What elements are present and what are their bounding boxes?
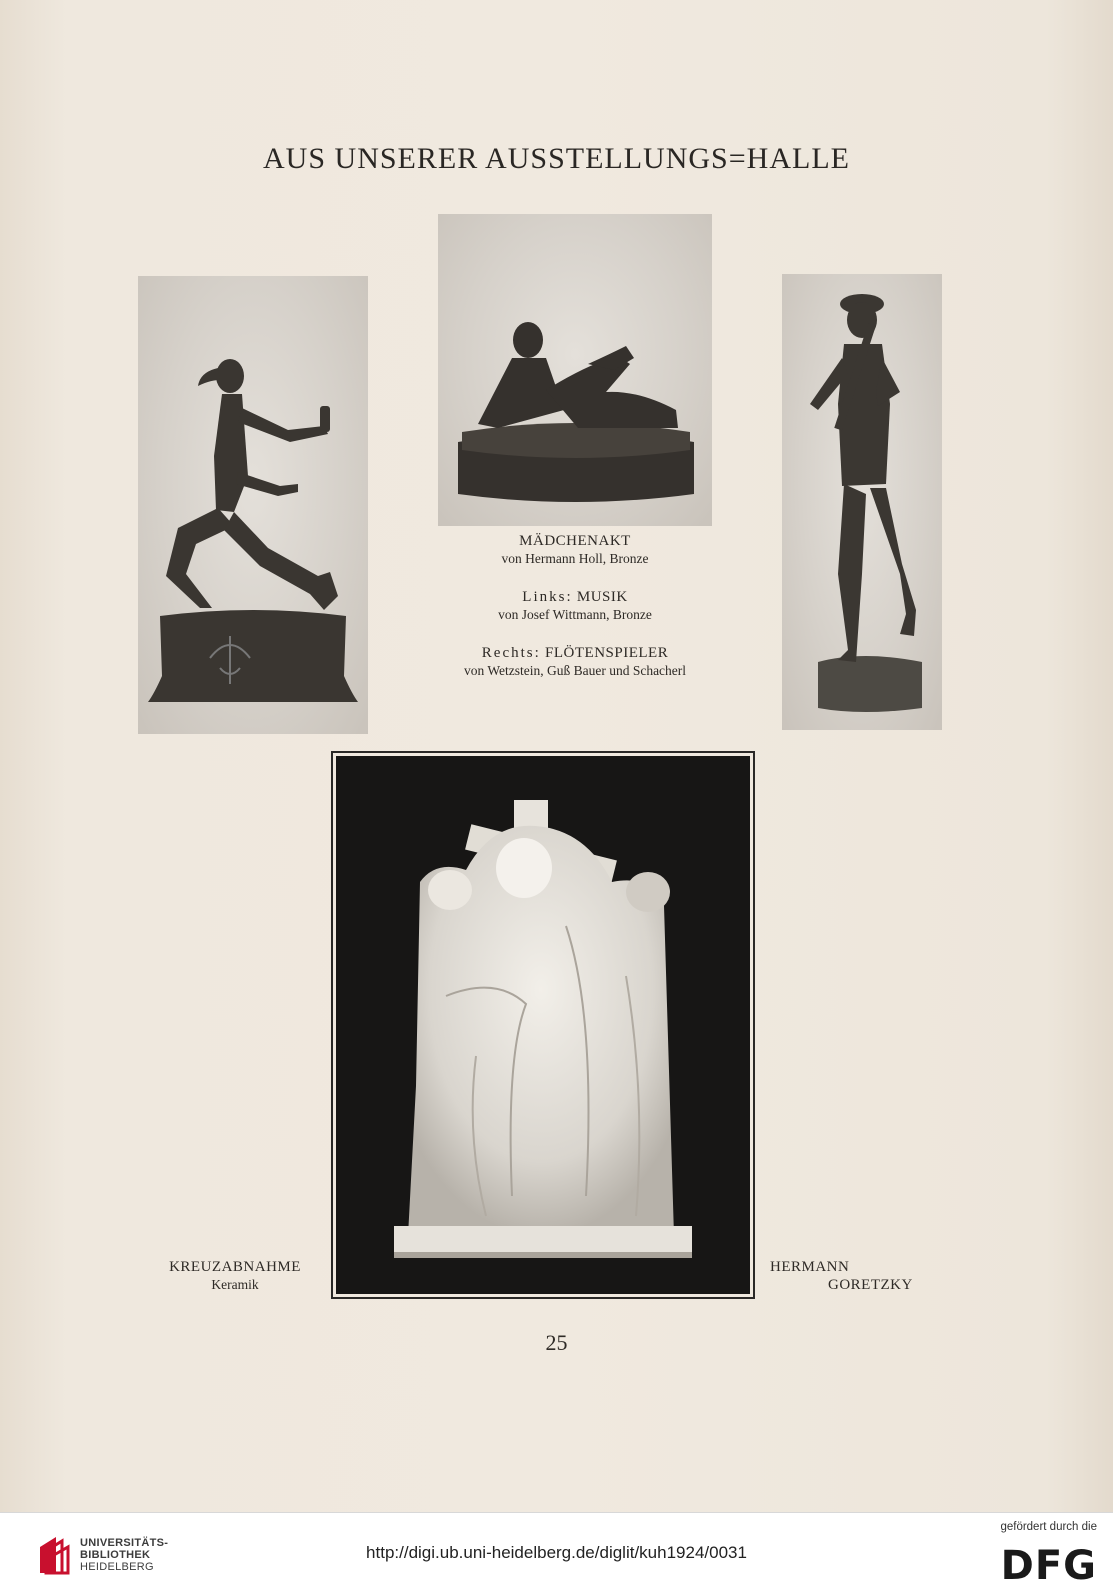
- page-number: 25: [545, 1330, 568, 1355]
- caption-musik: [430, 588, 720, 624]
- library-name-line: BIBLIOTHEK: [80, 1549, 151, 1561]
- caption-prefix: Links:: [522, 589, 573, 605]
- photo-kreuzabnahme-relief: [336, 756, 750, 1294]
- source-url-link[interactable]: http://digi.ub.uni-heidelberg.de/diglit/kuh1924/0031: [366, 1543, 747, 1562]
- caption-title: MUSIK: [576, 589, 628, 605]
- caption-title-line: [430, 588, 720, 606]
- caption-title: KREUZABNAHME: [169, 1259, 301, 1275]
- caption-title: MÄDCHENAKT: [519, 533, 631, 549]
- funder-label: gefördert durch die: [1000, 1521, 1097, 1533]
- caption-block: [430, 532, 720, 700]
- page-title: AUS UNSERER AUSSTELLUNGS=HALLE: [263, 142, 850, 175]
- caption-prefix: Rechts:: [481, 645, 541, 661]
- caption-maedchenakt: [430, 532, 720, 568]
- photo-musik-sculpture: [138, 276, 368, 734]
- caption-subtitle: von Josef Wittmann, Bronze: [498, 607, 652, 622]
- caption-title-line: [430, 644, 720, 662]
- photo-floetenspieler-sculpture: [782, 274, 942, 730]
- dfg-logo: DFG: [1000, 1543, 1097, 1589]
- library-name-line: HEIDELBERG: [80, 1561, 154, 1573]
- artist-last-name: GORETZKY: [828, 1277, 913, 1293]
- caption-title: FLÖTENSPIELER: [545, 645, 669, 661]
- caption-artist: [770, 1258, 930, 1294]
- library-name-line: UNIVERSITÄTS-: [80, 1537, 169, 1549]
- caption-subtitle: von Wetzstein, Guß Bauer und Schacherl: [463, 663, 687, 678]
- caption-subtitle: Keramik: [211, 1277, 259, 1292]
- caption-floetenspieler: [430, 644, 720, 680]
- footer-bar: [0, 1512, 1113, 1594]
- caption-kreuzabnahme: [150, 1258, 320, 1294]
- photo-maedchenakt-sculpture: [438, 214, 712, 526]
- caption-subtitle: von Hermann Holl, Bronze: [501, 551, 649, 566]
- artist-first-name: HERMANN: [770, 1259, 850, 1275]
